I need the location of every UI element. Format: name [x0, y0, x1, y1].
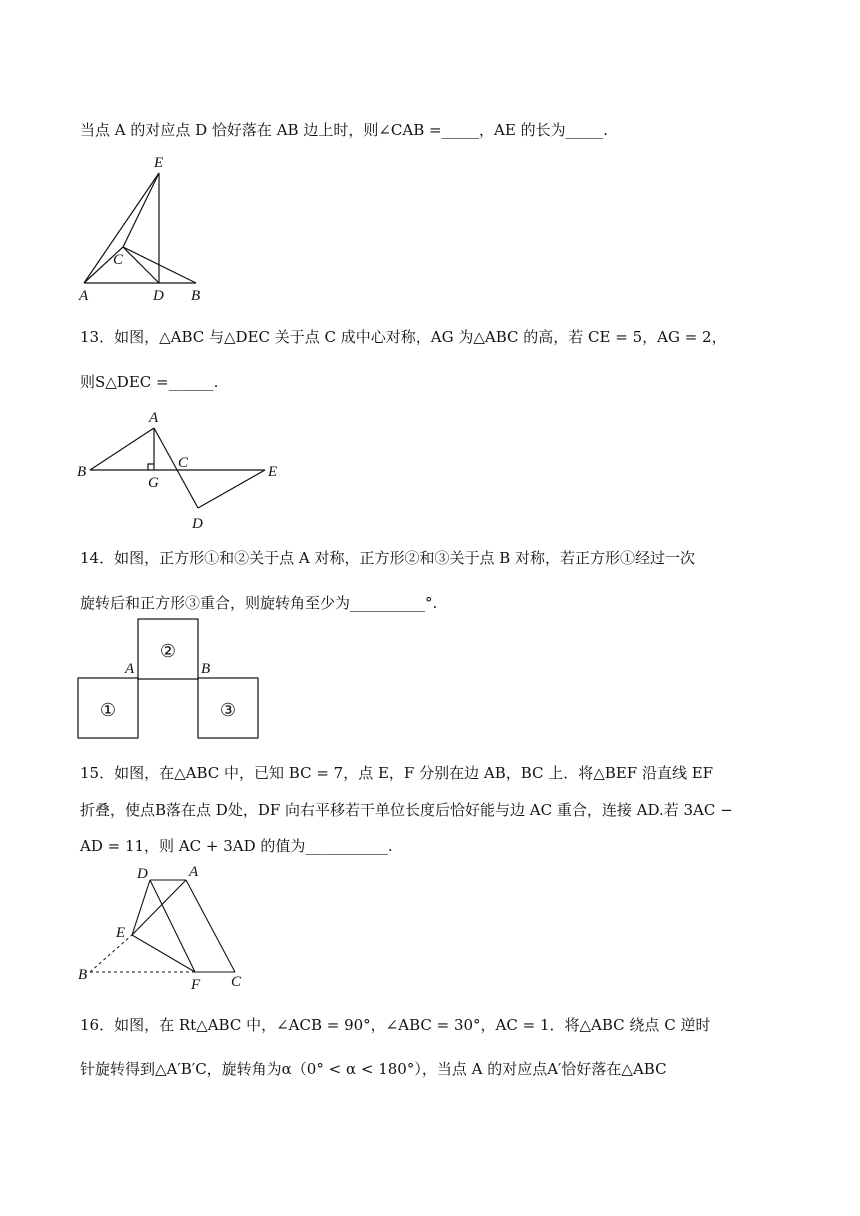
q15-text-line-2: 折叠，使点B落在点 D处，DF 向右平移若干单位长度后恰好能与边 AC 重合，连接 AD.若 3AC − — [80, 801, 733, 819]
q15-text-line-3: AD = 11，则 AC + 3AD 的值为___________. — [80, 837, 393, 855]
label-B: B — [201, 661, 211, 677]
label-G: G — [148, 475, 159, 491]
label-A: A — [149, 410, 159, 426]
label-C: C — [113, 252, 124, 268]
q16-text-line-2: 针旋转得到△A′B′C，旋转角为α（0° < α < 180°），当点 A 的对应点A′恰好落在△ABC — [80, 1060, 667, 1078]
label-E: E — [116, 925, 126, 941]
q16-text-line-1: 16．如图，在 Rt△ABC 中，∠ACB = 90°，∠ABC = 30°，AC = 1．将△ABC 绕点 C 逆时 — [80, 1016, 711, 1034]
label-E: E — [268, 464, 278, 480]
square-3-label: ③ — [219, 700, 237, 721]
label-B: B — [191, 288, 201, 304]
label-D: D — [153, 288, 164, 304]
figure-q15 — [70, 862, 260, 992]
label-A: A — [125, 661, 135, 677]
q13-text-line-2: 则S△DEC =______. — [80, 373, 219, 391]
q14-text-line-1: 14．如图，正方形①和②关于点 A 对称，正方形②和③关于点 B 对称，若正方形①经过一次 — [80, 549, 696, 567]
figure-q13 — [70, 405, 290, 535]
label-B: B — [77, 464, 87, 480]
label-A: A — [79, 288, 89, 304]
label-E: E — [154, 155, 164, 171]
figure-q14 — [70, 615, 270, 745]
label-F: F — [191, 977, 201, 993]
figure-q12 — [70, 150, 220, 305]
label-C: C — [231, 974, 242, 990]
q14-text-line-2: 旋转后和正方形③重合，则旋转角至少为__________°. — [80, 594, 438, 612]
q13-text-line-1: 13．如图，△ABC 与△DEC 关于点 C 成中心对称，AG 为△ABC 的高，若 CE = 5，AG = 2， — [80, 328, 727, 346]
label-D: D — [192, 516, 203, 532]
label-B: B — [78, 967, 88, 983]
label-C: C — [178, 455, 189, 471]
square-1-label: ① — [99, 700, 117, 721]
label-D: D — [137, 866, 148, 882]
label-A: A — [189, 864, 199, 880]
square-2-label: ② — [159, 641, 177, 662]
q15-text-line-1: 15．如图，在△ABC 中，已知 BC = 7，点 E，F 分别在边 AB，BC 上．将△BEF 沿直线 EF — [80, 764, 714, 782]
q12-text-line-1: 当点 A 的对应点 D 恰好落在 AB 边上时，则∠CAB =_____，AE 的长为_____. — [80, 121, 608, 139]
